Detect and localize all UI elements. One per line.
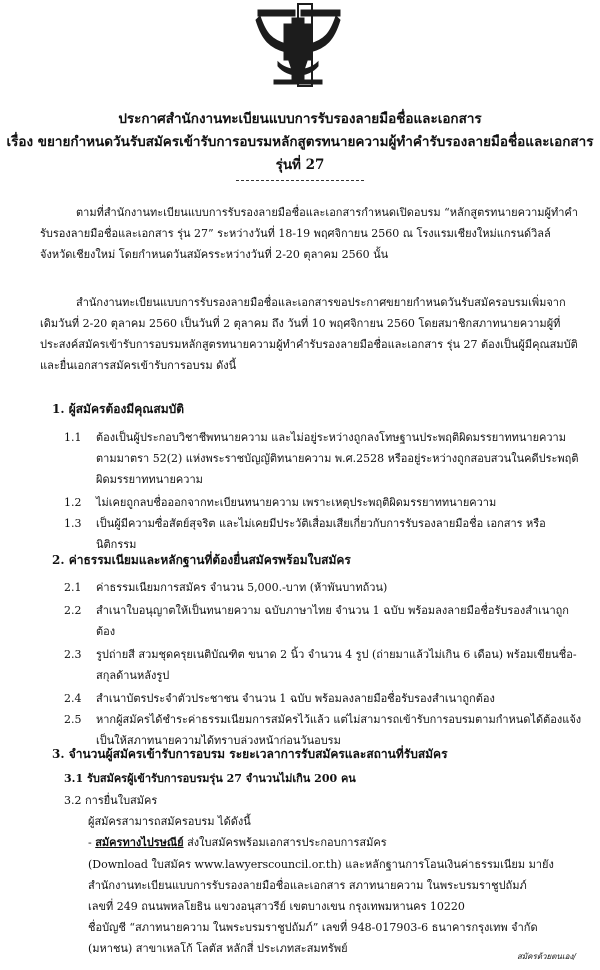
download-line: (Download ใบสมัคร www.lawyerscouncil.or.th) และหลักฐานการโอนเงินค่าธรรมเนียม มายัง [88, 858, 554, 871]
title-divider [236, 180, 364, 181]
item-text: ค่าธรรมเนียมการสมัคร จำนวน 5,000.-บาท (ห้าพันบาทถ้วน) [96, 581, 388, 594]
qualification-item [64, 513, 584, 555]
mail-application-label: สมัครทางไปรษณีย์ [95, 836, 184, 849]
fee-item [64, 688, 584, 709]
qualification-item [64, 427, 584, 490]
mail-dash: - [88, 836, 96, 849]
item-number: 2.3 [64, 648, 82, 661]
announcement-title: ประกาศสำนักงานทะเบียนแบบการรับรองลายมือชื่อและเอกสาร [118, 111, 482, 127]
item-number: 2.4 [64, 692, 82, 705]
section-3-2: 3.2 การยื่นใบสมัคร [64, 794, 158, 807]
section-2-heading: 2. ค่าธรรมเนียมและหลักฐานที่ต้องยื่นสมัครพร้อมใบสมัคร [52, 553, 351, 567]
announcement-batch: รุ่นที่ 27 [275, 157, 325, 173]
item-number: 1.2 [64, 496, 82, 509]
office-line: สำนักงานทะเบียนแบบการรับรองลายมือชื่อและเอกสาร สภาทนายความ ในพระบรมราชูปถัมภ์ [88, 879, 527, 892]
item-text: ไม่เคยถูกลบชื่อออกจากทะเบียนทนายความ เพราะเหตุประพฤติผิดมรรยาททนายความ [96, 496, 497, 509]
item-number: 2.5 [64, 713, 82, 726]
mail-application-text: ส่งใบสมัครพร้อมเอกสารประกอบการสมัคร [183, 836, 387, 849]
lawyers-council-seal-icon [248, 0, 348, 92]
item-text: หากผู้สมัครได้ชำระค่าธรรมเนียมการสมัครไว้แล้ว แต่ไม่สามารถเข้ารับการอบรมตามกำหนดได้ต้องแจ้งเป็นให้สภาทนายความได้ทราบล่วงหน้าก่อนวันอบรม [96, 713, 582, 747]
item-number: 1.3 [64, 517, 82, 530]
account-line: ชื่อบัญชี “สภาทนายความ ในพระบรมราชูปถัมภ์” เลขที่ 948-017903-6 ธนาคารกรุงเทพ จำกัด [88, 921, 538, 934]
apply-intro: ผู้สมัครสามารถสมัครอบรม ได้ดังนี้ [88, 815, 251, 828]
item-text: สำเนาใบอนุญาตให้เป็นทนายความ ฉบับภาษาไทย จำนวน 1 ฉบับ พร้อมลงลายมือชื่อรับรองสำเนาถูกต้อง [96, 604, 569, 638]
address-line: เลขที่ 249 ถนนพหลโยธิน แขวงอนุสาวรีย์ เขตบางเขน กรุงเทพมหานคร 10220 [88, 900, 465, 913]
qualification-item [64, 492, 584, 513]
footer-note: สมัครด้วยตนเอง/ [517, 952, 576, 961]
section-1-heading: 1. ผู้สมัครต้องมีคุณสมบัติ [52, 402, 185, 416]
item-text: เป็นผู้มีความซื่อสัตย์สุจริต และไม่เคยมีประวัติเสื่อมเสียเกี่ยวกับการรับรองลายมือชื่อ เอกสาร หรือนิติกรรม [96, 517, 546, 551]
item-text: สำเนาบัตรประจำตัวประชาชน จำนวน 1 ฉบับ พร้อมลงลายมือชื่อรับรองสำเนาถูกต้อง [96, 692, 495, 705]
bank-line: (มหาชน) สาขาเหลโก้ โลตัส หลักสี่ ประเภทสะสมทรัพย์ [88, 942, 348, 955]
section-3-heading: 3. จำนวนผู้สมัครเข้ารับการอบรม ระยะเวลาการรับสมัครและสถานที่รับสมัคร [52, 747, 448, 761]
intro-paragraph-1: ตามที่สำนักงานทะเบียนแบบการรับรองลายมือชื่อและเอกสารกำหนดเปิดอบรม “หลักสูตรทนายความผู้ทำคำรับรองลายมือชื่อและเอกสาร รุ่น 27” ระหว่างวันที่ 18-19 พฤศจิกายน 2560 ณ โรงแรมเชียงใหม่แกรนด์วิลล์ จังหวัดเชียงใหม่ โดยกำหนดวันสมัครระหว่างวันที่ 2-20 ตุลาคม 2560 นั้น [40, 206, 578, 261]
section-3-1: 3.1 รับสมัครผู้เข้ารับการอบรมรุ่น 27 จำนวนไม่เกิน 200 คน [64, 772, 356, 785]
item-text: รูปถ่ายสี สวมชุดครุยเนติบัณฑิต ขนาด 2 นิ้ว จำนวน 4 รูป (ถ่ายมาแล้วไม่เกิน 6 เดือน) พร้อมเขียนชื่อ-สกุลด้านหลังรูป [96, 648, 577, 682]
fee-item [64, 600, 584, 642]
fee-item [64, 577, 584, 598]
item-number: 2.2 [64, 604, 82, 617]
intro-paragraph-2: สำนักงานทะเบียนแบบการรับรองลายมือชื่อและเอกสารขอประกาศขยายกำหนดวันรับสมัครอบรมเพิ่มจากเดิมวันที่ 2-20 ตุลาคม 2560 เป็นวันที่ 2 ตุลาคม ถึง วันที่ 10 พฤศจิกายน 2560 โดยสมาชิกสภาทนายความผู้ที่ประสงค์สมัครเข้ารับการอบรมหลักสูตรทนายความผู้ทำคำรับรองลายมือชื่อและเอกสาร รุ่น 27 ต้องเป็นผู้มีคุณสมบัติและยื่นเอกสารสมัครเข้ารับการอบรม ดังนี้ [40, 296, 578, 372]
announcement-subject: เรื่อง ขยายกำหนดวันรับสมัครเข้ารับการอบรมหลักสูตรทนายความผู้ทำคำรับรองลายมือชื่อและเอกสาร [6, 134, 594, 150]
item-number: 2.1 [64, 581, 82, 594]
mail-application-line [88, 833, 387, 851]
item-text: ต้องเป็นผู้ประกอบวิชาชีพทนายความ และไม่อยู่ระหว่างถูกลงโทษฐานประพฤติผิดมรรยาททนายความ ตามมาตรา 52(2) แห่งพระราชบัญญัติทนายความ พ.ศ.2528 หรืออยู่ระหว่างถูกสอบสวนในคดีประพฤติผิดมรรยาททนายความ [96, 431, 579, 486]
fee-item [64, 644, 584, 686]
item-number: 1.1 [64, 431, 82, 444]
